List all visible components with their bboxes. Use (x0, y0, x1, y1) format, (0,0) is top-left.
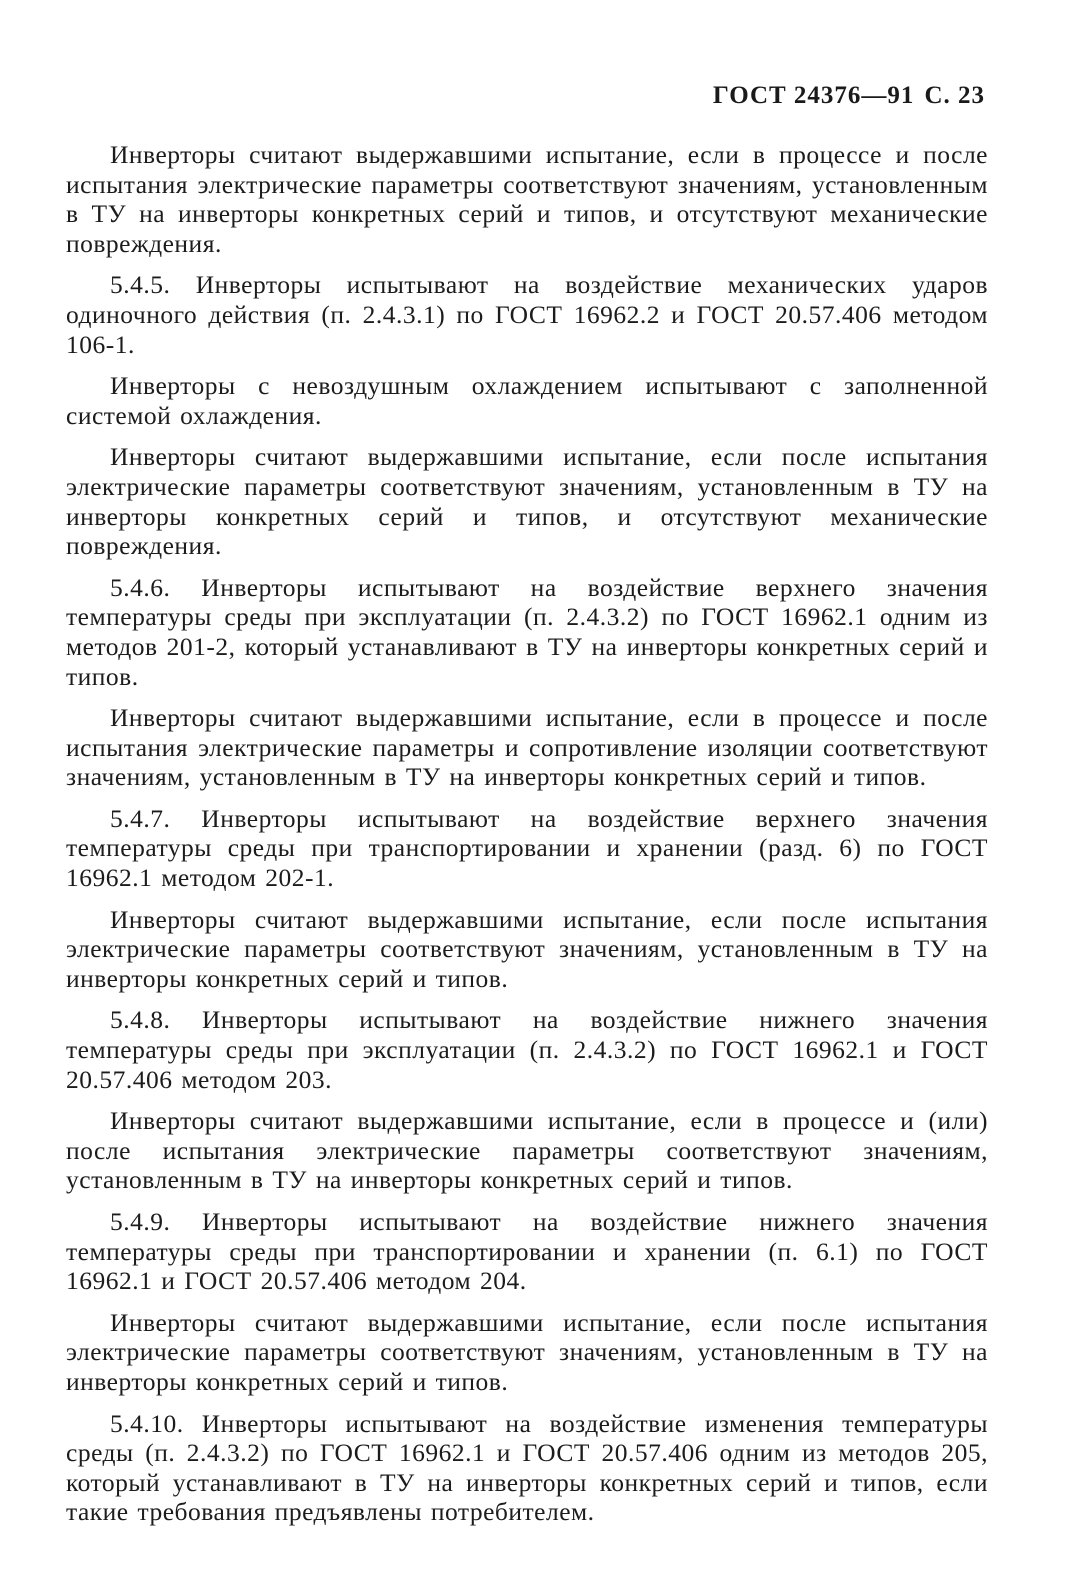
paragraph-clause-5-4-6: 5.4.6. Инверторы испытывают на воздействие верхнего значения температуры среды при эксплуатации (п. 2.4.3.2) по ГОСТ 16962.1 одним из методов 201-2, который устанавливают в ТУ на инверторы конкретных серий и типов. (66, 572, 988, 691)
paragraph-test-criteria-1: Инверторы считают выдержавшими испытание, если в процессе и после испытания электрические параметры соответствуют значениям, установленным в ТУ на инверторы конкретных серий и типов, и отсутствуют механические повреждения. (66, 140, 988, 258)
page-number: С. 23 (924, 82, 985, 109)
body-text (66, 140, 988, 1539)
paragraph-clause-5-4-7: 5.4.7. Инверторы испытывают на воздействие верхнего значения температуры среды при транспортировании и хранении (разд. 6) по ГОСТ 16962.1 методом 202-1. (66, 803, 988, 893)
paragraph-cooling-note: Инверторы с невоздушным охлаждением испытывают с заполненной системой охлаждения. (66, 371, 988, 430)
paragraph-test-criteria-4: Инверторы считают выдержавшими испытание, если после испытания электрические параметры соответствуют значениям, установленным в ТУ на инверторы конкретных серий и типов. (66, 904, 988, 993)
paragraph-test-criteria-6: Инверторы считают выдержавшими испытание, если после испытания электрические параметры соответствуют значениям, установленным в ТУ на инверторы конкретных серий и типов. (66, 1307, 988, 1396)
paragraph-test-criteria-5: Инверторы считают выдержавшими испытание, если в процессе и (или) после испытания электрические параметры соответствуют значениям, установленным в ТУ на инверторы конкретных серий и типов. (66, 1106, 988, 1195)
paragraph-clause-5-4-10: 5.4.10. Инверторы испытывают на воздействие изменения температуры среды (п. 2.4.3.2) по ГОСТ 16962.1 и ГОСТ 20.57.406 одним из методов 205, который устанавливают в ТУ на инверторы конкретных серий и типов, если такие требования предъявлены потребителем. (66, 1408, 988, 1527)
paragraph-test-criteria-2: Инверторы считают выдержавшими испытание, если после испытания электрические параметры соответствуют значениям, установленным в ТУ на инверторы конкретных серий и типов, и отсутствуют механические повреждения. (66, 442, 988, 561)
page-header (713, 82, 985, 110)
paragraph-test-criteria-3: Инверторы считают выдержавшими испытание, если в процессе и после испытания электрические параметры и сопротивление изоляции соответствуют значениям, установленным в ТУ на инверторы конкретных серий и типов. (66, 703, 988, 792)
paragraph-clause-5-4-9: 5.4.9. Инверторы испытывают на воздействие нижнего значения температуры среды при транспортировании и хранении (п. 6.1) по ГОСТ 16962.1 и ГОСТ 20.57.406 методом 204. (66, 1207, 988, 1296)
standard-number: ГОСТ 24376—91 (712, 82, 915, 109)
paragraph-clause-5-4-8: 5.4.8. Инверторы испытывают на воздействие нижнего значения температуры среды при эксплуатации (п. 2.4.3.2) по ГОСТ 16962.1 и ГОСТ 20.57.406 методом 203. (66, 1005, 988, 1094)
paragraph-clause-5-4-5: 5.4.5. Инверторы испытывают на воздействие механических ударов одиночного действия (п. 2.4.3.1) по ГОСТ 16962.2 и ГОСТ 20.57.406 методом 106-1. (66, 270, 988, 359)
